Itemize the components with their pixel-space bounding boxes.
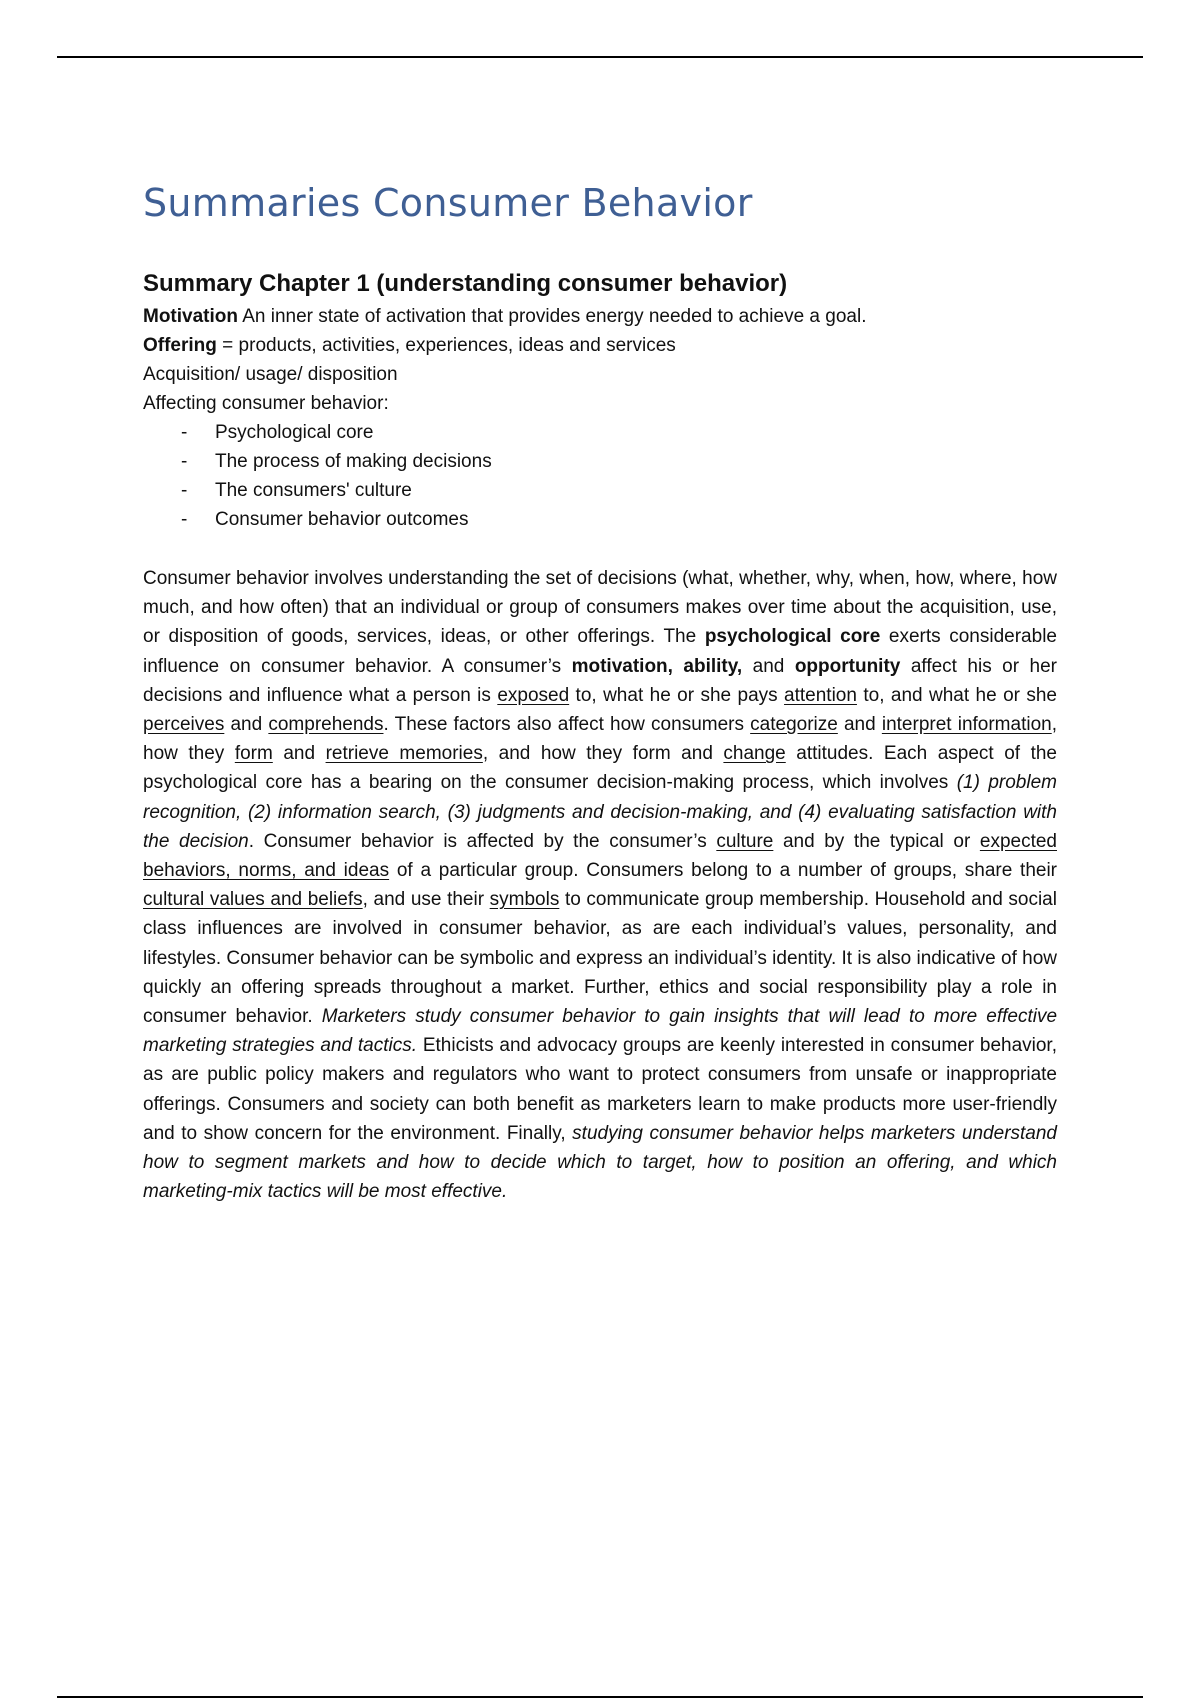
- bullet-dash: -: [181, 422, 188, 443]
- underlined-term: culture: [716, 830, 774, 852]
- definition-motivation-text: An inner state of activation that provides energy needed to achieve a goal.: [238, 306, 867, 327]
- footer-rule: [57, 1696, 1143, 1698]
- definition-motivation: [143, 302, 1057, 331]
- header-rule: [57, 56, 1143, 58]
- underlined-term: change: [723, 743, 786, 765]
- text-run: affect his or her decisions and influence what a person is: [143, 655, 1057, 706]
- underlined-term: expected behaviors, norms, and ideas: [143, 830, 1057, 882]
- list-item: [143, 505, 1057, 534]
- underlined-term: interpret information: [881, 714, 1052, 736]
- text-run: attitudes. Each aspect of the psychological core has a bearing on the consumer decision-making process, which involves: [143, 743, 1057, 794]
- text-run: Ethicists and advocacy groups are keenly interested in consumer behavior, as are public policy makers and regulators who want to protect consumers from unsafe or inappropriate offerings. Consumers and society can both benefit as marketers learn to make products more user-friendly and to show concern for the environment. Finally,: [143, 1035, 1057, 1144]
- underlined-term: retrieve memories: [325, 743, 483, 765]
- text-run: . These factors also affect how consumers: [383, 714, 751, 736]
- underlined-term: categorize: [750, 714, 838, 736]
- text-run: and: [272, 743, 326, 765]
- text-run: and: [224, 714, 269, 736]
- acquisition-line: Acquisition/ usage/ disposition: [143, 364, 398, 385]
- document-body: [143, 178, 1057, 1206]
- underlined-term: comprehends: [268, 714, 384, 736]
- list-item-text: Consumer behavior outcomes: [215, 509, 469, 530]
- bullet-list: [143, 418, 1057, 534]
- list-item-text: Psychological core: [215, 422, 374, 443]
- list-item: [143, 476, 1057, 505]
- text-run: , and how they form and: [482, 743, 724, 765]
- underlined-term: symbols: [489, 889, 560, 911]
- term-motivation: Motivation: [143, 306, 238, 327]
- definition-offering-text: = products, activities, experiences, ideas and services: [216, 335, 676, 356]
- bold-term: motivation, ability,: [571, 655, 743, 677]
- text-run: and by the typical or: [773, 830, 980, 852]
- italic-phrase: studying consumer behavior helps marketers understand how to segment markets and how to decide which to target, how to position an offering, and which marketing-mix tactics will be most effective.: [143, 1122, 1057, 1203]
- bullet-dash: -: [181, 451, 188, 472]
- text-run: to, what he or she pays: [569, 684, 785, 706]
- summary-paragraph: [143, 564, 1057, 1206]
- italic-phrase: (1) problem recognition, (2) information search, (3) judgments and decision-making, and (4) evaluating satisfaction with the decision: [143, 772, 1057, 852]
- list-item-text: The consumers' culture: [215, 480, 412, 501]
- bullet-dash: -: [181, 509, 188, 530]
- definition-offering: [143, 331, 1057, 360]
- text-run: and: [742, 655, 795, 677]
- underlined-term: perceives: [143, 714, 225, 736]
- list-item-text: The process of making decisions: [215, 451, 492, 472]
- text-run: and: [837, 714, 882, 736]
- text-run: , and use their: [362, 889, 490, 911]
- list-item: [143, 447, 1057, 476]
- bold-term: opportunity: [794, 655, 901, 677]
- underlined-term: exposed: [497, 684, 570, 706]
- italic-phrase: Marketers study consumer behavior to gain insights that will lead to more effective marketing strategies and tactics.: [143, 1006, 1058, 1057]
- text-run: , how they: [143, 714, 1057, 765]
- bullet-dash: -: [181, 480, 188, 501]
- underlined-term: cultural values and beliefs: [143, 889, 363, 911]
- text-run: of a particular group. Consumers belong to a number of groups, share their: [389, 860, 1058, 882]
- underlined-term: attention: [784, 684, 857, 706]
- list-item: [143, 418, 1057, 447]
- text-run: . Consumer behavior is affected by the consumer’s: [248, 830, 717, 852]
- text-run: exerts considerable influence on consumer behavior. A consumer’s: [143, 626, 1057, 677]
- text-run: Consumer behavior involves understanding the set of decisions (what, whether, why, when, how, where, how much, and how often) that an individual or group of consumers makes over time about the acquisition, use, or disposition of goods, services, ideas, or other offerings. The: [143, 568, 1057, 648]
- term-offering: Offering: [143, 335, 217, 356]
- affecting-line: Affecting consumer behavior:: [143, 393, 389, 414]
- bold-term: psychological core: [704, 626, 881, 648]
- chapter-heading: Summary Chapter 1 (understanding consumer behavior): [143, 270, 788, 297]
- document-title: Summaries Consumer Behavior: [143, 181, 753, 225]
- text-run: to, and what he or she: [856, 684, 1057, 706]
- underlined-term: form: [234, 743, 273, 765]
- text-run: to communicate group membership. Household and social class influences are involved in consumer behavior, as are each individual’s values, personality, and lifestyles. Consumer behavior can be symbolic and express an individual’s identity. It is also indicative of how quickly an offering spreads throughout a market. Further, ethics and social responsibility play a role in consumer behavior.: [143, 889, 1057, 1028]
